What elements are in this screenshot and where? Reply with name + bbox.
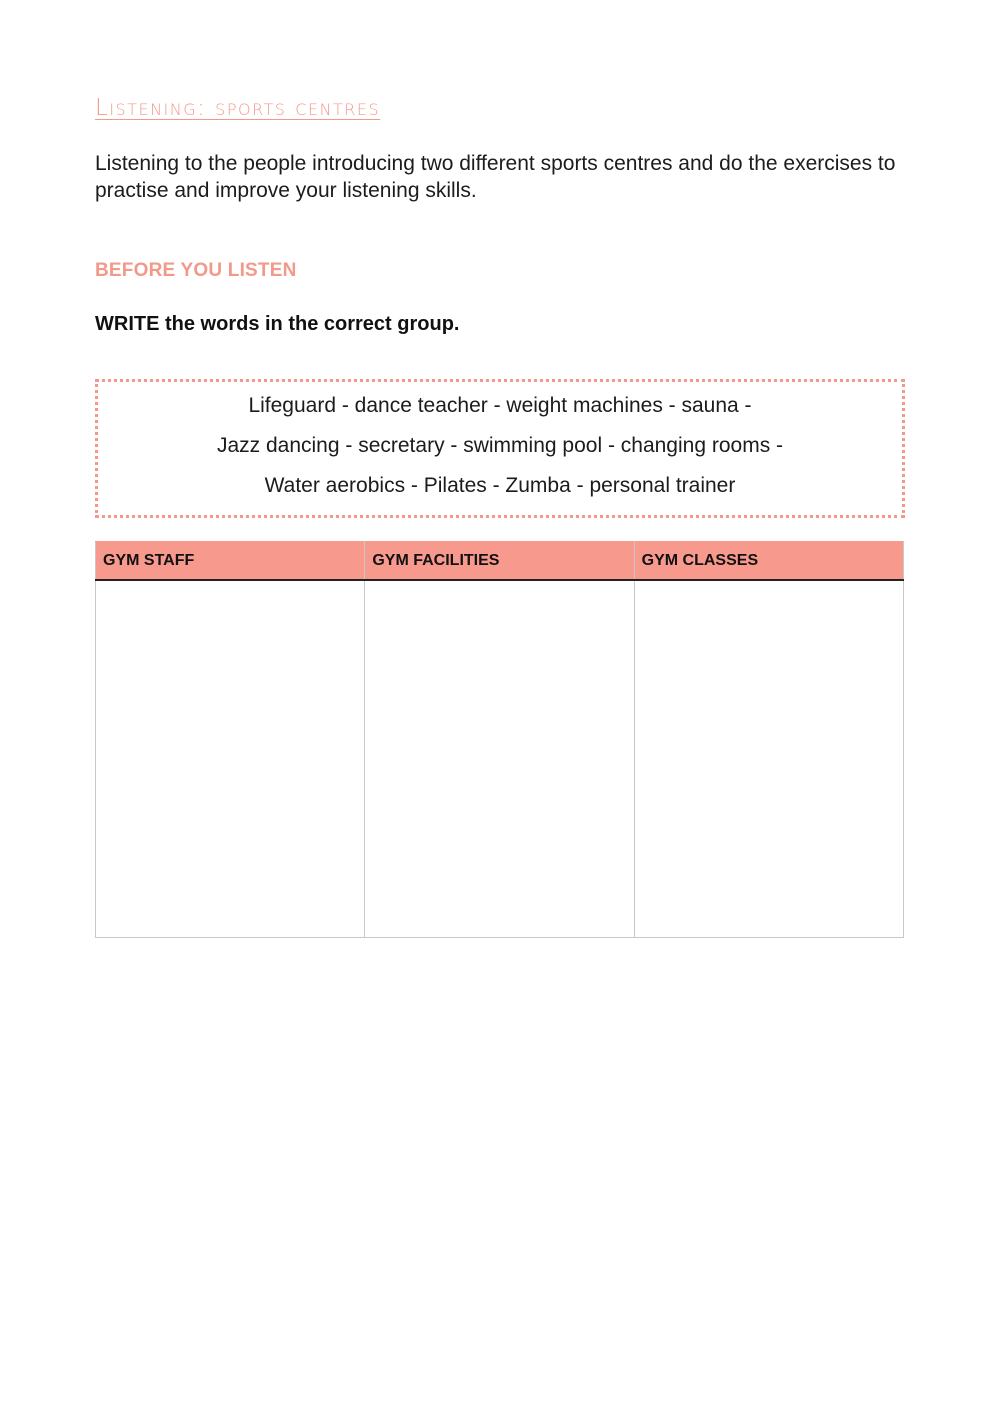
- word-groups-table: [95, 541, 904, 938]
- cell-gym-facilities-answers[interactable]: [365, 580, 634, 938]
- word-bank-line: Lifeguard - dance teacher - weight machines - sauna -: [248, 394, 752, 417]
- header-gym-facilities: GYM FACILITIES: [365, 542, 634, 581]
- header-gym-staff: GYM STAFF: [96, 542, 365, 581]
- word-bank-line: Water aerobics - Pilates - Zumba - personal trainer: [264, 474, 736, 497]
- table-row: [96, 580, 904, 938]
- cell-gym-classes-answers[interactable]: [634, 580, 903, 938]
- word-bank-box: [95, 379, 905, 518]
- cell-gym-staff-answers[interactable]: [96, 580, 365, 938]
- table-header-row: [96, 542, 904, 581]
- section-heading: BEFORE YOU LISTEN: [95, 260, 297, 281]
- exercise-instruction: WRITE the words in the correct group.: [95, 313, 460, 335]
- page-title: Listening: sports centres: [95, 95, 381, 121]
- header-gym-classes: GYM CLASSES: [634, 542, 903, 581]
- word-bank-line: Jazz dancing - secretary - swimming pool - changing rooms -: [216, 434, 784, 457]
- intro-paragraph: Listening to the people introducing two different sports centres and do the exercises to practise and improve your listening skills.: [95, 152, 896, 202]
